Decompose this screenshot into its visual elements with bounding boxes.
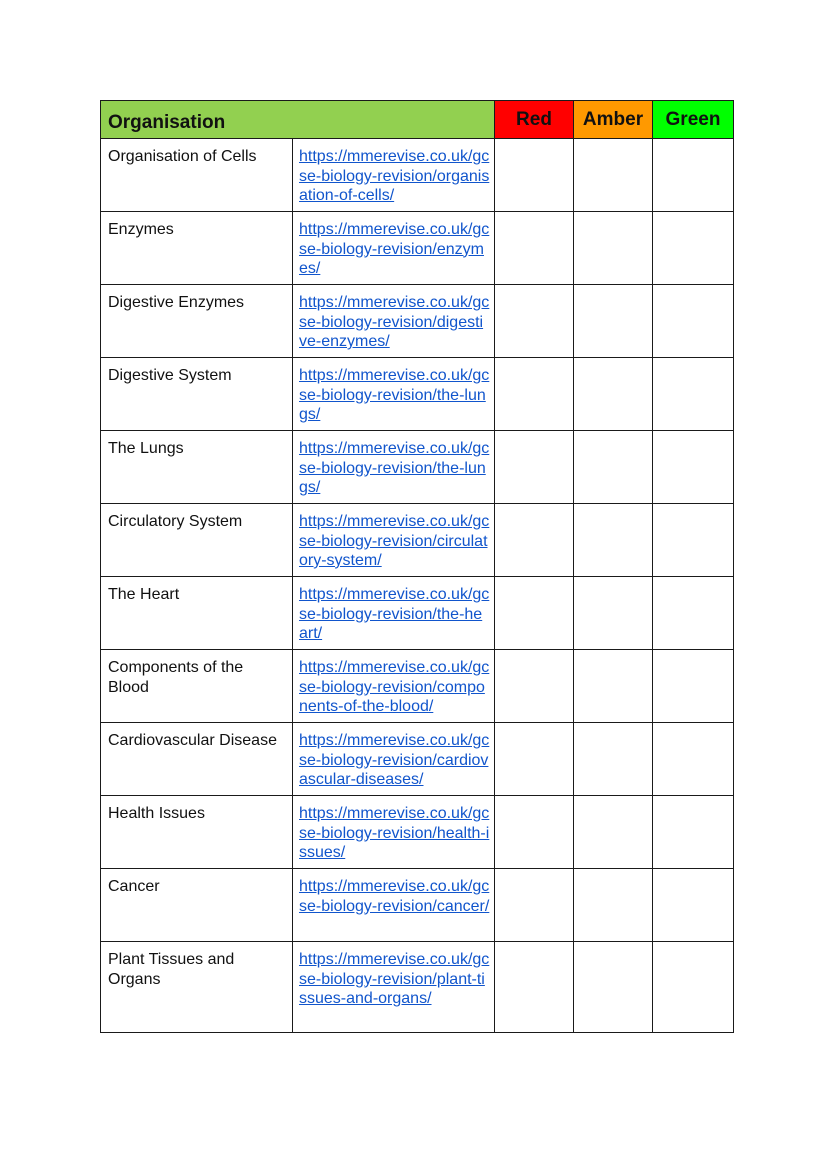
link-cell — [293, 723, 495, 796]
revision-link[interactable]: https://mmerevise.co.uk/gcse-biology-revision/the-lungs/ — [299, 367, 490, 423]
topic-cell: Components of the Blood — [101, 650, 293, 723]
revision-link[interactable]: https://mmerevise.co.uk/gcse-biology-revision/cancer/ — [299, 878, 490, 915]
green-cell[interactable] — [653, 796, 734, 869]
table-row — [101, 577, 734, 650]
red-cell[interactable] — [495, 358, 574, 431]
table-row — [101, 139, 734, 212]
amber-cell[interactable] — [574, 723, 653, 796]
revision-link[interactable]: https://mmerevise.co.uk/gcse-biology-revision/plant-tissues-and-organs/ — [299, 951, 490, 1007]
link-cell — [293, 504, 495, 577]
table-row — [101, 504, 734, 577]
green-cell[interactable] — [653, 942, 734, 1033]
amber-cell[interactable] — [574, 431, 653, 504]
link-cell — [293, 285, 495, 358]
link-cell — [293, 139, 495, 212]
table-row — [101, 212, 734, 285]
link-cell — [293, 796, 495, 869]
topic-cell: Health Issues — [101, 796, 293, 869]
amber-cell[interactable] — [574, 796, 653, 869]
amber-cell[interactable] — [574, 504, 653, 577]
green-cell[interactable] — [653, 723, 734, 796]
table-row — [101, 723, 734, 796]
red-cell[interactable] — [495, 650, 574, 723]
topic-cell: Organisation of Cells — [101, 139, 293, 212]
table-row — [101, 650, 734, 723]
red-cell[interactable] — [495, 285, 574, 358]
header-green: Green — [653, 101, 734, 139]
link-cell — [293, 942, 495, 1033]
table-row — [101, 869, 734, 942]
red-cell[interactable] — [495, 139, 574, 212]
header-organisation: Organisation — [101, 101, 495, 139]
link-cell — [293, 869, 495, 942]
amber-cell[interactable] — [574, 942, 653, 1033]
green-cell[interactable] — [653, 650, 734, 723]
header-red: Red — [495, 101, 574, 139]
topic-cell: Plant Tissues and Organs — [101, 942, 293, 1033]
amber-cell[interactable] — [574, 212, 653, 285]
red-cell[interactable] — [495, 796, 574, 869]
revision-link[interactable]: https://mmerevise.co.uk/gcse-biology-revision/organisation-of-cells/ — [299, 148, 490, 204]
link-cell — [293, 577, 495, 650]
topic-cell: Digestive Enzymes — [101, 285, 293, 358]
topic-cell: Cardiovascular Disease — [101, 723, 293, 796]
header-amber: Amber — [574, 101, 653, 139]
red-cell[interactable] — [495, 577, 574, 650]
green-cell[interactable] — [653, 577, 734, 650]
red-cell[interactable] — [495, 431, 574, 504]
table-row — [101, 285, 734, 358]
red-cell[interactable] — [495, 504, 574, 577]
table-row — [101, 431, 734, 504]
green-cell[interactable] — [653, 139, 734, 212]
revision-link[interactable]: https://mmerevise.co.uk/gcse-biology-revision/components-of-the-blood/ — [299, 659, 490, 715]
red-cell[interactable] — [495, 723, 574, 796]
topic-cell: Circulatory System — [101, 504, 293, 577]
amber-cell[interactable] — [574, 869, 653, 942]
topic-cell: Enzymes — [101, 212, 293, 285]
topic-cell: Cancer — [101, 869, 293, 942]
amber-cell[interactable] — [574, 139, 653, 212]
amber-cell[interactable] — [574, 650, 653, 723]
revision-link[interactable]: https://mmerevise.co.uk/gcse-biology-revision/digestive-enzymes/ — [299, 294, 490, 350]
revision-link[interactable]: https://mmerevise.co.uk/gcse-biology-revision/the-heart/ — [299, 586, 490, 642]
green-cell[interactable] — [653, 869, 734, 942]
amber-cell[interactable] — [574, 358, 653, 431]
green-cell[interactable] — [653, 431, 734, 504]
link-cell — [293, 431, 495, 504]
red-cell[interactable] — [495, 212, 574, 285]
topic-cell: Digestive System — [101, 358, 293, 431]
red-cell[interactable] — [495, 869, 574, 942]
green-cell[interactable] — [653, 285, 734, 358]
revision-link[interactable]: https://mmerevise.co.uk/gcse-biology-revision/the-lungs/ — [299, 440, 490, 496]
rag-revision-table — [100, 100, 734, 1033]
table-row — [101, 796, 734, 869]
link-cell — [293, 358, 495, 431]
amber-cell[interactable] — [574, 577, 653, 650]
green-cell[interactable] — [653, 358, 734, 431]
amber-cell[interactable] — [574, 285, 653, 358]
topic-cell: The Heart — [101, 577, 293, 650]
revision-link[interactable]: https://mmerevise.co.uk/gcse-biology-revision/circulatory-system/ — [299, 513, 490, 569]
revision-link[interactable]: https://mmerevise.co.uk/gcse-biology-revision/enzymes/ — [299, 221, 490, 277]
table-row — [101, 358, 734, 431]
revision-link[interactable]: https://mmerevise.co.uk/gcse-biology-revision/health-issues/ — [299, 805, 490, 861]
link-cell — [293, 650, 495, 723]
green-cell[interactable] — [653, 504, 734, 577]
topic-cell: The Lungs — [101, 431, 293, 504]
link-cell — [293, 212, 495, 285]
green-cell[interactable] — [653, 212, 734, 285]
revision-link[interactable]: https://mmerevise.co.uk/gcse-biology-revision/cardiovascular-diseases/ — [299, 732, 490, 788]
table-row — [101, 942, 734, 1033]
red-cell[interactable] — [495, 942, 574, 1033]
table-header-row — [101, 101, 734, 139]
